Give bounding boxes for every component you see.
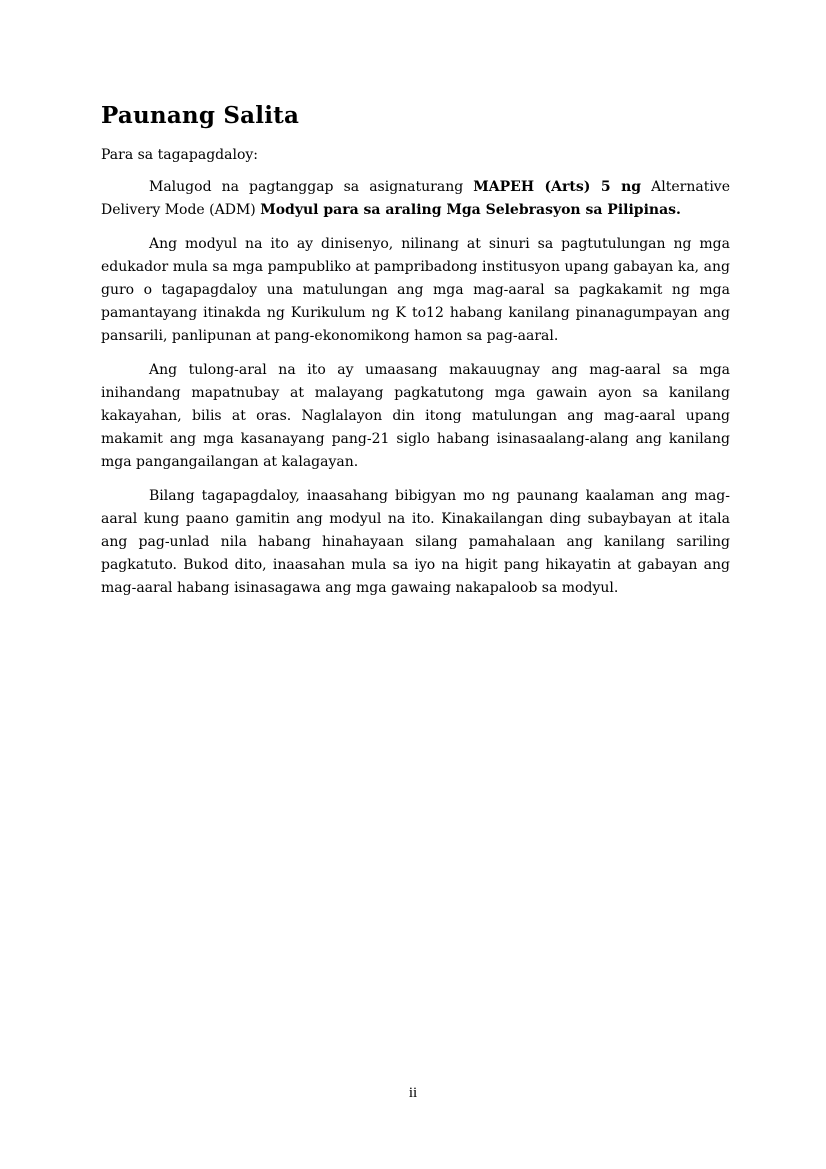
paragraph-welcome [101,176,730,222]
welcome-text-middle: Alternative Delivery Mode (ADM) [101,179,730,218]
paragraph-facilitator-role: Bilang tagapagdaloy, inaasahang bibigyan mo ng paunang kaalaman ang mag-aaral kung paano gamitin ang modyul na ito. Kinakailangan ding subaybayan at itala ang pag-unlad nila habang hinahayaan silang pamahalaan ang kanilang sariling pagkatuto. Bukod dito, inaasahan mula sa iyo na higit pang hikayatin at gabayan ang mag-aaral habang isinasagawa ang mga gawaing nakapaloob sa modyul. [101,488,730,596]
salutation: Para sa tagapagdaloy: [101,147,259,163]
paragraph-module-design: Ang modyul na ito ay dinisenyo, nilinang at sinuri sa pagtutulungan ng mga edukador mula sa mga pampubliko at pampribadong institusyon upang gabayan ka, ang guro o tagapagdaloy una matulungan ang mga mag-aaral sa pagkakamit ng mga pamantayang itinakda ng Kurikulum ng K to12 habang kanilang pinanagumpayan ang pansarili, panlipunan at pang-ekonomikong hamon sa pag-aaral. [101,236,730,344]
paragraph-learning-aid: Ang tulong-aral na ito ay umaasang makauugnay ang mag-aaral sa mga inihandang mapatnubay at malayang pagkatutong mga gawain ayon sa kanilang kakayahan, bilis at oras. Naglalayon din itong matulungan ang mag-aaral upang makamit ang mga kasanayang pang-21 siglo habang isinasaalang-alang ang kanilang mga pangangailangan at kalagayan. [101,362,730,470]
welcome-bold-subject: MAPEH (Arts) 5 ng [473,179,642,195]
welcome-text-before: Malugod na pagtanggap sa asignaturang [149,179,474,195]
page-content [101,100,730,611]
page-title: Paunang Salita [101,102,300,129]
page-number: ii [408,1085,418,1101]
welcome-bold-module: Modyul para sa araling Mga Selebrasyon sa Pilipinas. [260,202,681,218]
